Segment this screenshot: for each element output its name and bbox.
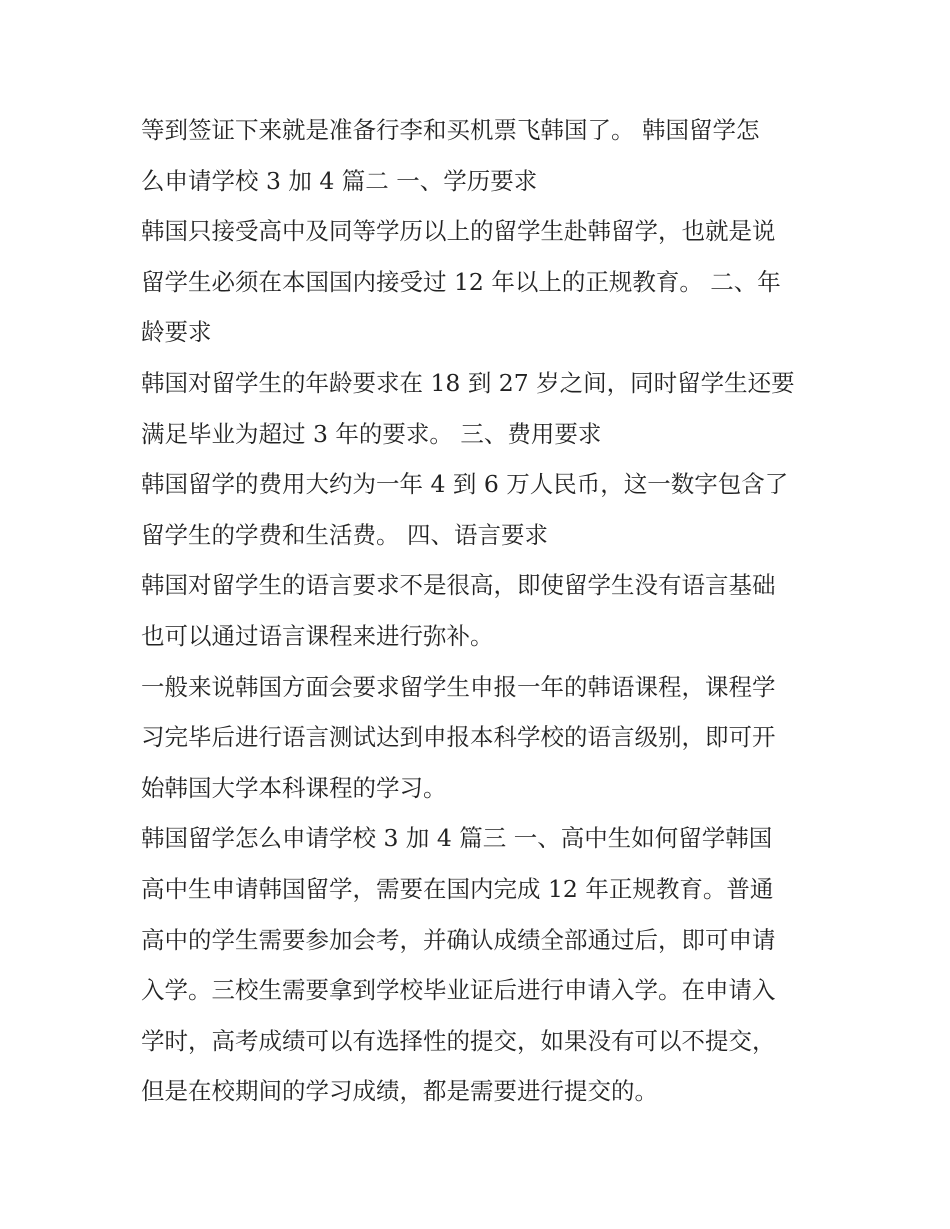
text-line: 高中的学生需要参加会考，并确认成绩全部通过后，即可申请: [141, 925, 776, 954]
text-line: 龄要求: [141, 318, 212, 347]
text-line: 韩国对留学生的年龄要求在 18 到 27 岁之间，同时留学生还要: [141, 368, 795, 397]
text-line: 韩国留学的费用大约为一年 4 到 6 万人民币，这一数字包含了: [141, 470, 789, 499]
text-line: 也可以通过语言课程来进行弥补。: [141, 621, 494, 650]
text-line: 习完毕后进行语言测试达到申报本科学校的语言级别，即可开: [141, 723, 776, 752]
text-line: 等到签证下来就是准备行李和买机票飞韩国了。 韩国留学怎: [141, 116, 760, 144]
text-line: 留学生的学费和生活费。 四、语言要求: [141, 520, 548, 549]
text-line: 入学。三校生需要拿到学校毕业证后进行申请入学。在申请入: [141, 976, 776, 1005]
text-line: 么申请学校 3 加 4 篇二 一、学历要求: [141, 166, 538, 195]
text-line: 始韩国大学本科课程的学习。: [141, 773, 447, 802]
text-line: 留学生必须在本国国内接受过 12 年以上的正规教育。 二、年: [141, 267, 781, 296]
text-line: 学时，高考成绩可以有选择性的提交，如果没有可以不提交，: [141, 1026, 776, 1055]
text-line: 一般来说韩国方面会要求留学生申报一年的韩语课程，课程学: [141, 672, 776, 701]
text-line: 高中生申请韩国留学，需要在国内完成 12 年正规教育。普通: [141, 874, 774, 903]
text-line: 但是在校期间的学习成绩，都是需要进行提交的。: [141, 1077, 658, 1106]
text-line: 韩国留学怎么申请学校 3 加 4 篇三 一、高中生如何留学韩国: [141, 824, 773, 853]
text-line: 满足毕业为超过 3 年的要求。 三、费用要求: [141, 419, 602, 448]
text-line: 韩国只接受高中及同等学历以上的留学生赴韩留学，也就是说: [141, 217, 776, 246]
document-body: [141, 105, 831, 1117]
text-line: 韩国对留学生的语言要求不是很高，即使留学生没有语言基础: [141, 571, 776, 600]
